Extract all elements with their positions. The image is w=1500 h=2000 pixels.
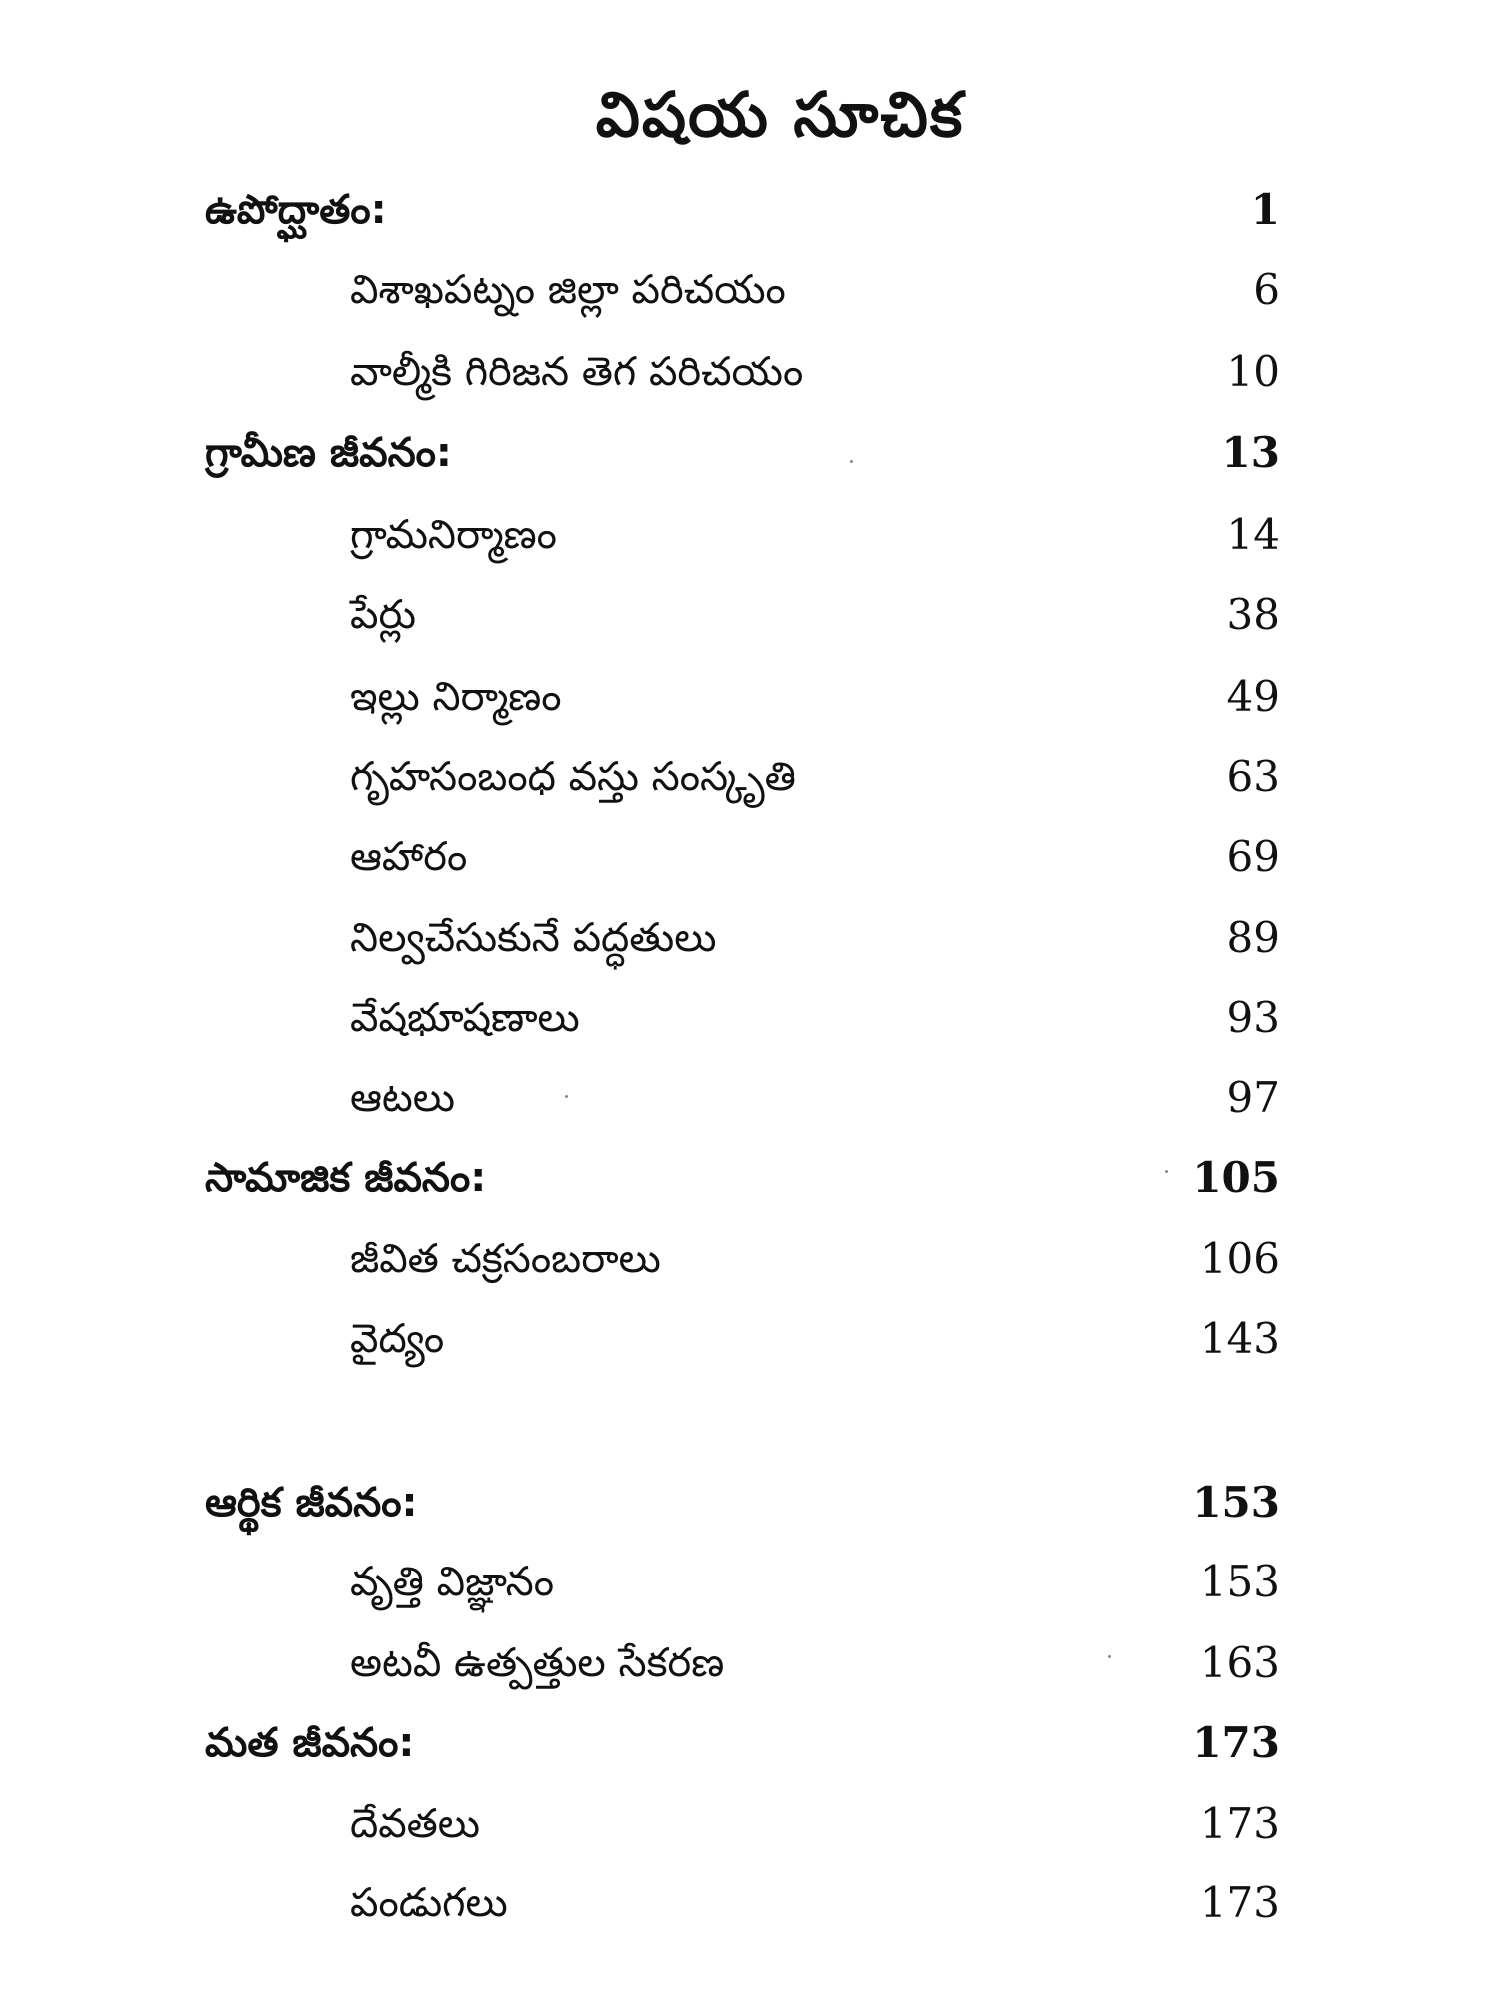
toc-section-label: మత జీవనం: [205,1720,415,1766]
toc-entry-label: అటవీ ఉత్పత్తుల సేకరణ [350,1640,725,1686]
toc-entry-row [0,1304,1500,1374]
toc-entry-row [0,580,1500,650]
toc-section-label: ఉపోద్ఘాతం: [205,187,387,233]
paper-speck [1108,1655,1111,1658]
paper-speck [565,1095,568,1098]
toc-page-number: 173 [1199,1878,1280,1927]
toc-entry-row [0,1547,1500,1617]
toc-entry-row [0,1063,1500,1133]
toc-entry-label: దేవతలు [350,1801,480,1847]
toc-entry-row [0,983,1500,1053]
toc-entry-row [0,255,1500,325]
toc-entry-label: వైద్యం [350,1316,445,1362]
toc-entry-label: వృత్తి విజ్ఞానం [350,1559,555,1605]
toc-page-number: 93 [1226,993,1280,1042]
toc-section-label: గ్రామీణ జీవనం: [205,430,452,476]
toc-page-number: 163 [1199,1638,1280,1687]
toc-entry-row [0,822,1500,892]
toc-page-number: 97 [1226,1073,1280,1122]
toc-entry-row [0,1628,1500,1698]
toc-entry-row [0,903,1500,973]
toc-entry-label: పేర్లు [350,592,416,638]
toc-page-number: 13 [1221,428,1280,477]
toc-entry-label: గృహసంబంధ వస్తు సంస్కృతి [350,754,796,800]
toc-page-number: 105 [1192,1153,1280,1202]
toc-entry-row [0,662,1500,732]
toc-entry-row [0,337,1500,407]
toc-entry-label: ఇల్లు నిర్మాణం [350,674,562,720]
toc-page-number: 49 [1226,672,1280,721]
toc-section-row [0,175,1500,245]
toc-entry-row [0,1224,1500,1294]
toc-entry-row [0,1789,1500,1859]
toc-section-row [0,1708,1500,1778]
toc-page-number: 89 [1226,913,1280,962]
toc-entry-label: పండుగలు [350,1880,508,1926]
toc-entry-label: విశాఖపట్నం జిల్లా పరిచయం [350,267,786,313]
toc-entry-row [0,500,1500,570]
toc-entry-row [0,742,1500,812]
toc-page-number: 153 [1199,1557,1280,1606]
toc-entry-label: గ్రామనిర్మాణం [350,512,557,558]
paper-speck [850,460,853,463]
toc-page-number: 1 [1250,185,1280,234]
toc-page-number: 143 [1199,1314,1280,1363]
paper-speck [1165,1170,1168,1173]
toc-section-row [0,1468,1500,1538]
toc-page-number: 63 [1226,752,1280,801]
toc-page-number: 10 [1226,347,1280,396]
toc-section-row [0,1143,1500,1213]
toc-page-number: 38 [1226,590,1280,639]
toc-page-number: 173 [1192,1718,1280,1767]
toc-entry-label: ఆటలు [350,1075,455,1121]
toc-page-number: 153 [1192,1478,1280,1527]
toc-section-label: ఆర్థిక జీవనం: [205,1480,418,1526]
toc-page-number: 14 [1226,510,1280,559]
toc-entry-label: వేషభూషణాలు [350,995,580,1041]
toc-section-row [0,418,1500,488]
toc-section-label: సామాజిక జీవనం: [205,1155,487,1201]
toc-page-number: 69 [1226,832,1280,881]
toc-page-number: 106 [1199,1234,1280,1283]
page-title: విషయ సూచిక [595,78,965,151]
toc-entry-label: జీవిత చక్రసంబరాలు [350,1236,661,1282]
toc-entry-label: ఆహారం [350,834,468,880]
toc-page-number: 6 [1253,265,1280,314]
toc-page-number: 173 [1199,1799,1280,1848]
toc-entry-label: వాల్మీకి గిరిజన తెగ పరిచయం [350,349,804,395]
toc-entry-row [0,1868,1500,1938]
toc-entry-label: నిల్వచేసుకునే పద్ధతులు [350,915,717,961]
